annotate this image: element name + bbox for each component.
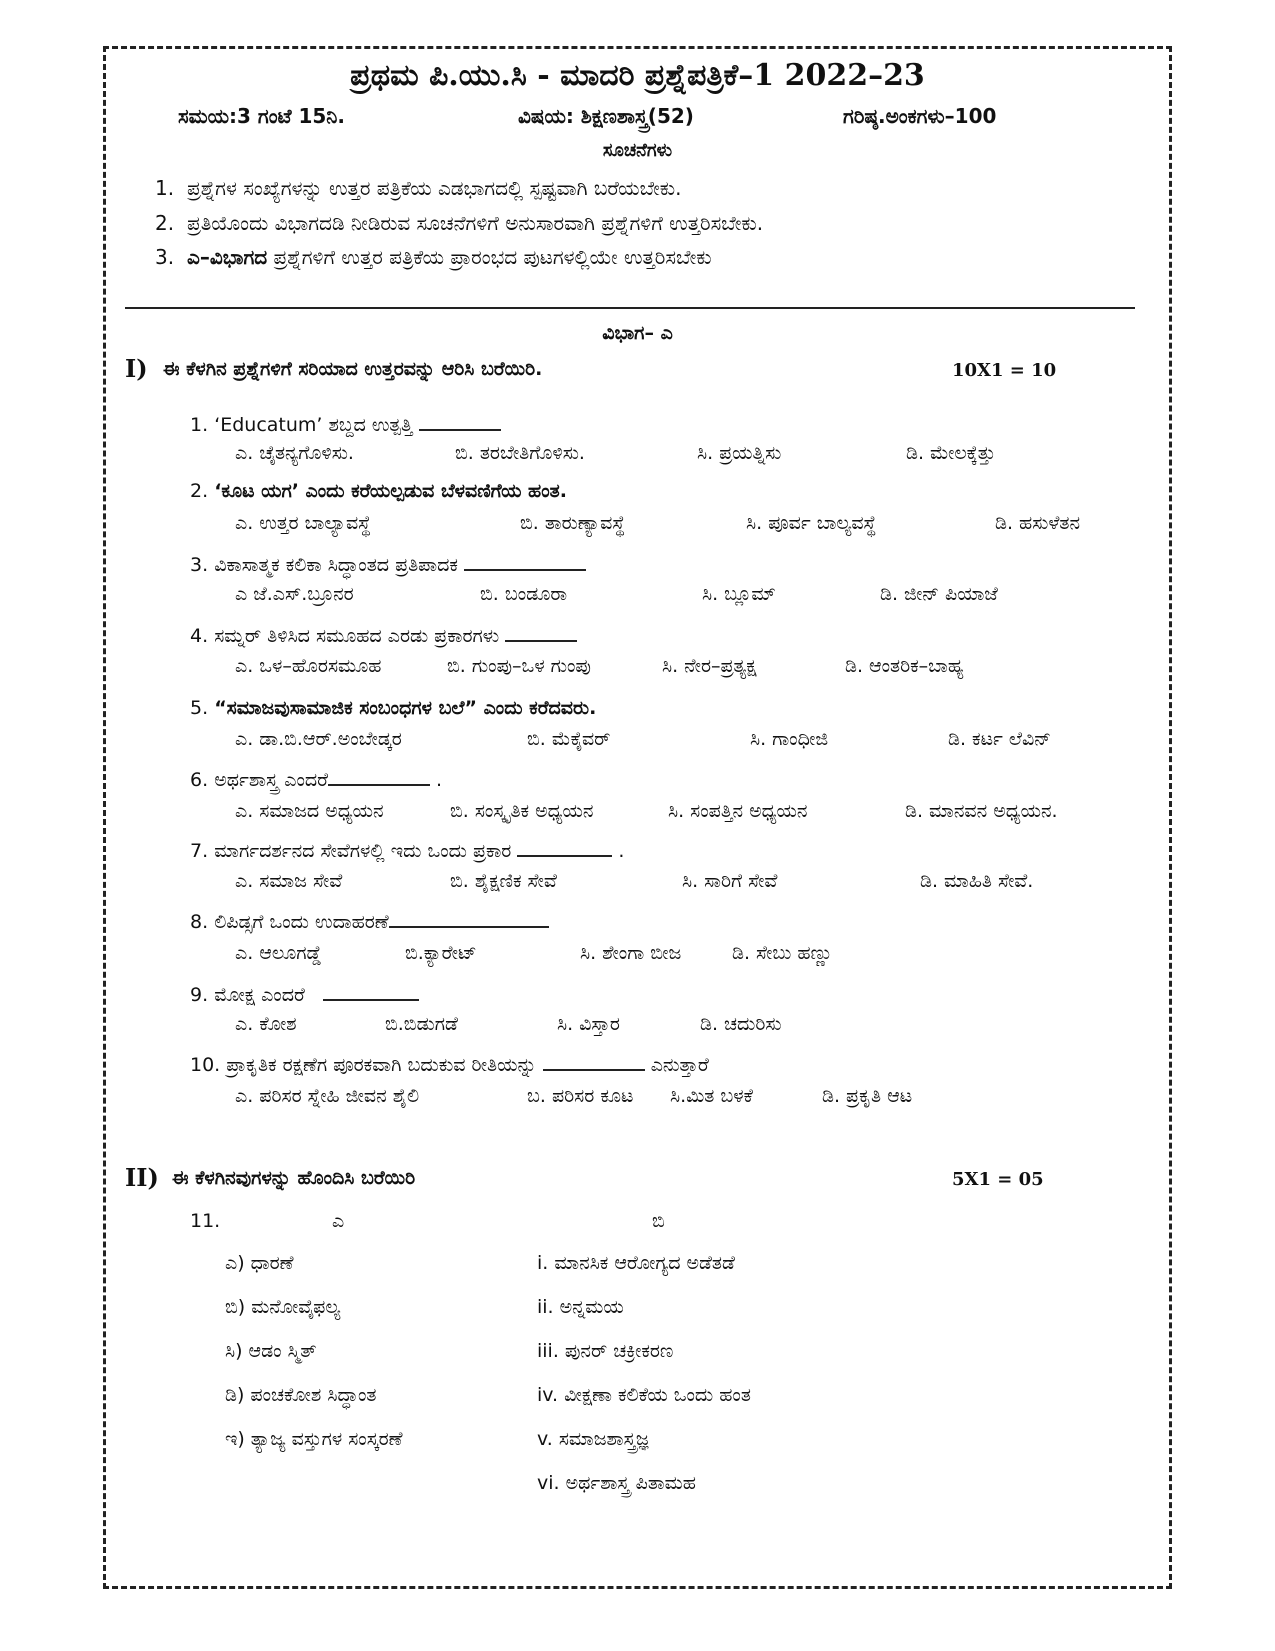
question-tail: . [612, 840, 625, 862]
question-text: ‘Educatum’ ಶಬ್ದದ ಉತ್ಪತ್ತಿ [214, 414, 413, 436]
question-text: ಲಿಪಿಡ್ಸಗೆ ಒಂದು ಉದಾಹರಣೆ [214, 911, 389, 933]
question-text: ಮಾರ್ಗದರ್ಶನದ ಸೇವೆಗಳಲ್ಲಿ ಇದು ಒಂದು ಪ್ರಕಾರ [214, 840, 512, 862]
match-right-item: iv. ವೀಕ್ಷಣಾ ಕಲಿಕೆಯ ಒಂದು ಹಂತ [537, 1384, 751, 1406]
instruction-item [155, 245, 712, 269]
option: ಡಿ. ಹಸುಳೆತನ [995, 512, 1081, 534]
match-left-item: ಬಿ) ಮನೋವೈಫಲ್ಯ [225, 1296, 341, 1318]
question [190, 624, 577, 647]
question [190, 480, 567, 502]
part-roman: II) [125, 1163, 159, 1192]
part-heading: ಈ ಕೆಳಗಿನ ಪ್ರಶ್ನೆಗಳಿಗೆ ಸರಿಯಾದ ಉತ್ತರವನ್ನು ಆರಿಸಿ ಬರೆಯಿರಿ. [163, 358, 543, 380]
answer-blank [464, 553, 586, 571]
question-tail: ಎನುತ್ತಾರೆ [644, 1054, 709, 1076]
option: ಡಿ. ಸೇಬು ಹಣ್ಣು [732, 942, 833, 964]
match-left-item: ಇ) ತ್ಯಾಜ್ಯ ವಸ್ತುಗಳ ಸಂಸ್ಕರಣೆ [225, 1428, 403, 1450]
match-right-item: i. ಮಾನಸಿಕ ಆರೋಗ್ಯದ ಅಡೆತಡೆ [537, 1252, 735, 1274]
option: ಬಿ. ಬಂಡೂರಾ [480, 583, 568, 605]
option: ಎ. ಡಾ.ಬಿ.ಆರ್.ಅಂಬೇಡ್ಕರ [235, 728, 402, 750]
instruction-text: ಪ್ರಶ್ನೆಗಳ ಸಂಖ್ಯೆಗಳನ್ನು ಉತ್ತರ ಪತ್ರಿಕೆಯ ಎಡಭಾಗದಲ್ಲಿ ಸ್ಪಷ್ಟವಾಗಿ ಬರೆಯಬೇಕು. [187, 176, 682, 200]
option: ಎ. ಚೈತನ್ಯಗೊಳಿಸು. [235, 442, 354, 464]
option: ಸಿ. ವಿಸ್ತಾರ [557, 1013, 620, 1035]
instruction-text: ಪ್ರತಿಯೊಂದು ವಿಭಾಗದಡಿ ನೀಡಿರುವ ಸೂಚನೆಗಳಿಗೆ ಅನುಸಾರವಾಗಿ ಪ್ರಶ್ನೆಗಳಿಗೆ ಉತ್ತರಿಸಬೇಕು. [187, 211, 764, 235]
question [190, 768, 442, 791]
answer-blank [543, 1053, 645, 1071]
answer-blank [517, 839, 612, 857]
question-number: 11. [190, 1210, 221, 1232]
question-number: 3. [190, 554, 209, 576]
option: ಸಿ. ಸಂಪತ್ತಿನ ಅಧ್ಯಯನ [668, 800, 808, 822]
option: ಸಿ.ಮಿತ ಬಳಕೆ [670, 1085, 753, 1107]
question [190, 553, 586, 576]
option: ಸಿ. ಗಾಂಧೀಜಿ [750, 728, 829, 750]
option: ಡಿ. ಕರ್ಟ ಲೆವಿನ್ [948, 728, 1051, 750]
answer-blank [328, 768, 430, 786]
option: ಎ. ಉತ್ತರ ಬಾಲ್ಯಾವಸ್ಥೆ [235, 512, 371, 534]
option: ಡಿ. ಚದುರಿಸು [700, 1013, 782, 1035]
question-tail: . [429, 769, 443, 791]
option: ಬಿ. ತರಬೇತಿಗೊಳಿಸು. [455, 442, 585, 464]
instruction-number: 3. [155, 245, 175, 269]
option: ಬಿ. ತಾರುಣ್ಯಾವಸ್ಥೆ [520, 512, 626, 534]
option: ಡಿ. ಜೀನ್ ಪಿಯಾಜೆ [880, 583, 998, 605]
option: ಬಿ. ಸಂಸ್ಕೃತಿಕ ಅಧ್ಯಯನ [450, 800, 594, 822]
question [190, 983, 419, 1006]
instruction-number: 2. [155, 211, 175, 235]
question-number: 4. [190, 625, 209, 647]
question-text: ವಿಕಾಸಾತ್ಮಕ ಕಲಿಕಾ ಸಿದ್ಧಾಂತದ ಪ್ರತಿಪಾದಕ [214, 554, 458, 576]
column-b-header: ಬಿ [652, 1210, 665, 1232]
part-roman: I) [125, 354, 148, 383]
instruction-text: ಪ್ರಶ್ನೆಗಳಿಗೆ ಉತ್ತರ ಪತ್ರಿಕೆಯ ಪ್ರಾರಂಭದ ಪುಟಗಳಲ್ಲಿಯೇ ಉತ್ತರಿಸಬೇಕು [267, 245, 712, 269]
question [190, 697, 596, 719]
question-text: ಸಮ್ನರ್ ತಿಳಿಸಿದ ಸಮೂಹದ ಎರಡು ಪ್ರಕಾರಗಳು [214, 625, 500, 647]
option: ಸಿ. ಪೂರ್ವ ಬಾಲ್ಯವಸ್ಥೆ [746, 512, 877, 534]
option: ಎ. ಕೋಶ [235, 1013, 297, 1035]
section-title: ವಿಭಾಗ– ಎ [602, 322, 673, 344]
max-marks: ಗರಿಷ್ಠ.ಅಂಕಗಳು–100 [843, 104, 997, 128]
option: ಸಿ. ಸಾರಿಗೆ ಸೇವೆ [682, 870, 778, 892]
part-heading: ಈ ಕೆಳಗಿನವುಗಳನ್ನು ಹೊಂದಿಸಿ ಬರೆಯಿರಿ [172, 1167, 416, 1189]
option: ಎ. ಸಮಾಜದ ಅಧ್ಯಯನ [235, 800, 384, 822]
option: ಸಿ. ಪ್ರಯತ್ನಿಸು [697, 442, 782, 464]
option: ಬಿ. ಮೆಕೈವರ್ [527, 728, 611, 750]
instructions-title: ಸೂಚನೆಗಳು [602, 140, 673, 161]
question-number: 1. [190, 414, 209, 436]
match-right-item: vi. ಅರ್ಥಶಾಸ್ತ್ರ ಪಿತಾಮಹ [537, 1472, 696, 1494]
match-right-item: v. ಸಮಾಜಶಾಸ್ತ್ರಜ್ಞ [537, 1428, 649, 1450]
time-allowed: ಸಮಯ:3 ಗಂಟೆ 15ನಿ. [178, 104, 346, 128]
match-left-item: ಎ) ಧಾರಣೆ [225, 1252, 294, 1274]
instruction-item [155, 176, 682, 200]
question [190, 413, 501, 436]
question-text: ‘ಕೂಟ ಯಗ’ ಎಂದು ಕರೆಯಲ್ಪಡುವ ಬೆಳವಣಿಗೆಯ ಹಂತ. [214, 480, 567, 502]
question [190, 910, 549, 933]
question-number: 2. [190, 480, 209, 502]
option: ಸಿ. ಶೇಂಗಾ ಬೀಜ [580, 942, 682, 964]
question-text: ಅರ್ಥಶಾಸ್ತ್ರ ಎಂದರೆ [214, 769, 328, 791]
option: ಡಿ. ಮಾನವನ ಅಧ್ಯಯನ. [905, 800, 1058, 822]
instruction-bold: ಎ–ವಿಭಾಗದ [187, 245, 268, 269]
match-right-item: iii. ಪುನರ್ ಚಕ್ರೀಕರಣ [537, 1340, 674, 1362]
option: ಡಿ. ಮಾಹಿತಿ ಸೇವೆ. [920, 870, 1034, 892]
option: ಬ. ಪರಿಸರ ಕೂಟ [527, 1085, 634, 1107]
option: ಬಿ.ಕ್ಯಾರೇಟ್ [405, 942, 477, 964]
answer-blank [505, 624, 577, 642]
option: ಬಿ. ಶೈಕ್ಷಣಿಕ ಸೇವೆ [450, 870, 557, 892]
option: ಎ ಜೆ.ಎಸ್.ಬ್ರೂನರ [235, 583, 354, 605]
question-number: 10. [190, 1054, 221, 1076]
option: ಡಿ. ಆಂತರಿಕ–ಬಾಹ್ಯ [845, 655, 964, 677]
option: ಎ. ಒಳ–ಹೊರಸಮೂಹ [235, 655, 382, 677]
option: ಎ. ಆಲೂಗಡ್ಡೆ [235, 942, 322, 964]
option: ಬಿ.ಬಿಡುಗಡೆ [385, 1013, 458, 1035]
question-text: ಮೋಕ್ಷ ಎಂದರೆ [214, 984, 305, 1006]
paper-title: ಪ್ರಥಮ ಪಿ.ಯು.ಸಿ - ಮಾದರಿ ಪ್ರಶ್ನೆಪತ್ರಿಕೆ–1 2022–23 [350, 58, 925, 93]
match-left-item: ಡಿ) ಪಂಚಕೋಶ ಸಿದ್ಧಾಂತ [225, 1384, 377, 1406]
instruction-number: 1. [155, 176, 175, 200]
option: ಡಿ. ಪ್ರಕೃತಿ ಆಟ [822, 1085, 913, 1107]
option: ಎ. ಸಮಾಜ ಸೇವೆ [235, 870, 343, 892]
question-number: 6. [190, 769, 209, 791]
question-text: “ಸಮಾಜವುಸಾಮಾಜಿಕ ಸಂಬಂಧಗಳ ಬಲೆ” ಎಂದು ಕರೆದವರು. [214, 697, 597, 719]
divider [125, 307, 1135, 309]
question-number: 7. [190, 840, 209, 862]
answer-blank [323, 983, 419, 1001]
question-number: 9. [190, 984, 209, 1006]
option: ಸಿ. ಬ್ಲೂಮ್ [702, 583, 776, 605]
answer-blank [419, 413, 501, 431]
question-text: ಪ್ರಾಕೃತಿಕ ರಕ್ಷಣೆಗ ಪೂರಕವಾಗಿ ಬದುಕುವ ರೀತಿಯನ್ನು [226, 1054, 537, 1076]
option: ಸಿ. ನೇರ–ಪ್ರತ್ಯಕ್ಷ [662, 655, 757, 677]
subject: ವಿಷಯ: ಶಿಕ್ಷಣಶಾಸ್ತ್ರ(52) [518, 104, 694, 128]
answer-blank [389, 910, 549, 928]
question [190, 839, 624, 862]
match-right-item: ii. ಅನ್ನಮಯ [537, 1296, 624, 1318]
column-a-header: ಎ [332, 1210, 345, 1232]
part-marks: 5X1 = 05 [952, 1169, 1044, 1190]
option: ಡಿ. ಮೇಲಕ್ಕೆತ್ತು [906, 442, 996, 464]
part-marks: 10X1 = 10 [952, 360, 1057, 381]
question-number: 5. [190, 697, 209, 719]
option: ಎ. ಪರಿಸರ ಸ್ನೇಹಿ ಜೀವನ ಶೈಲಿ [235, 1085, 420, 1107]
question [190, 1053, 709, 1076]
option: ಬಿ. ಗುಂಪು–ಒಳ ಗುಂಪು [447, 655, 591, 677]
question-number: 8. [190, 911, 209, 933]
instruction-item [155, 211, 763, 235]
match-left-item: ಸಿ) ಆಡಂ ಸ್ಮಿತ್ [225, 1340, 317, 1362]
